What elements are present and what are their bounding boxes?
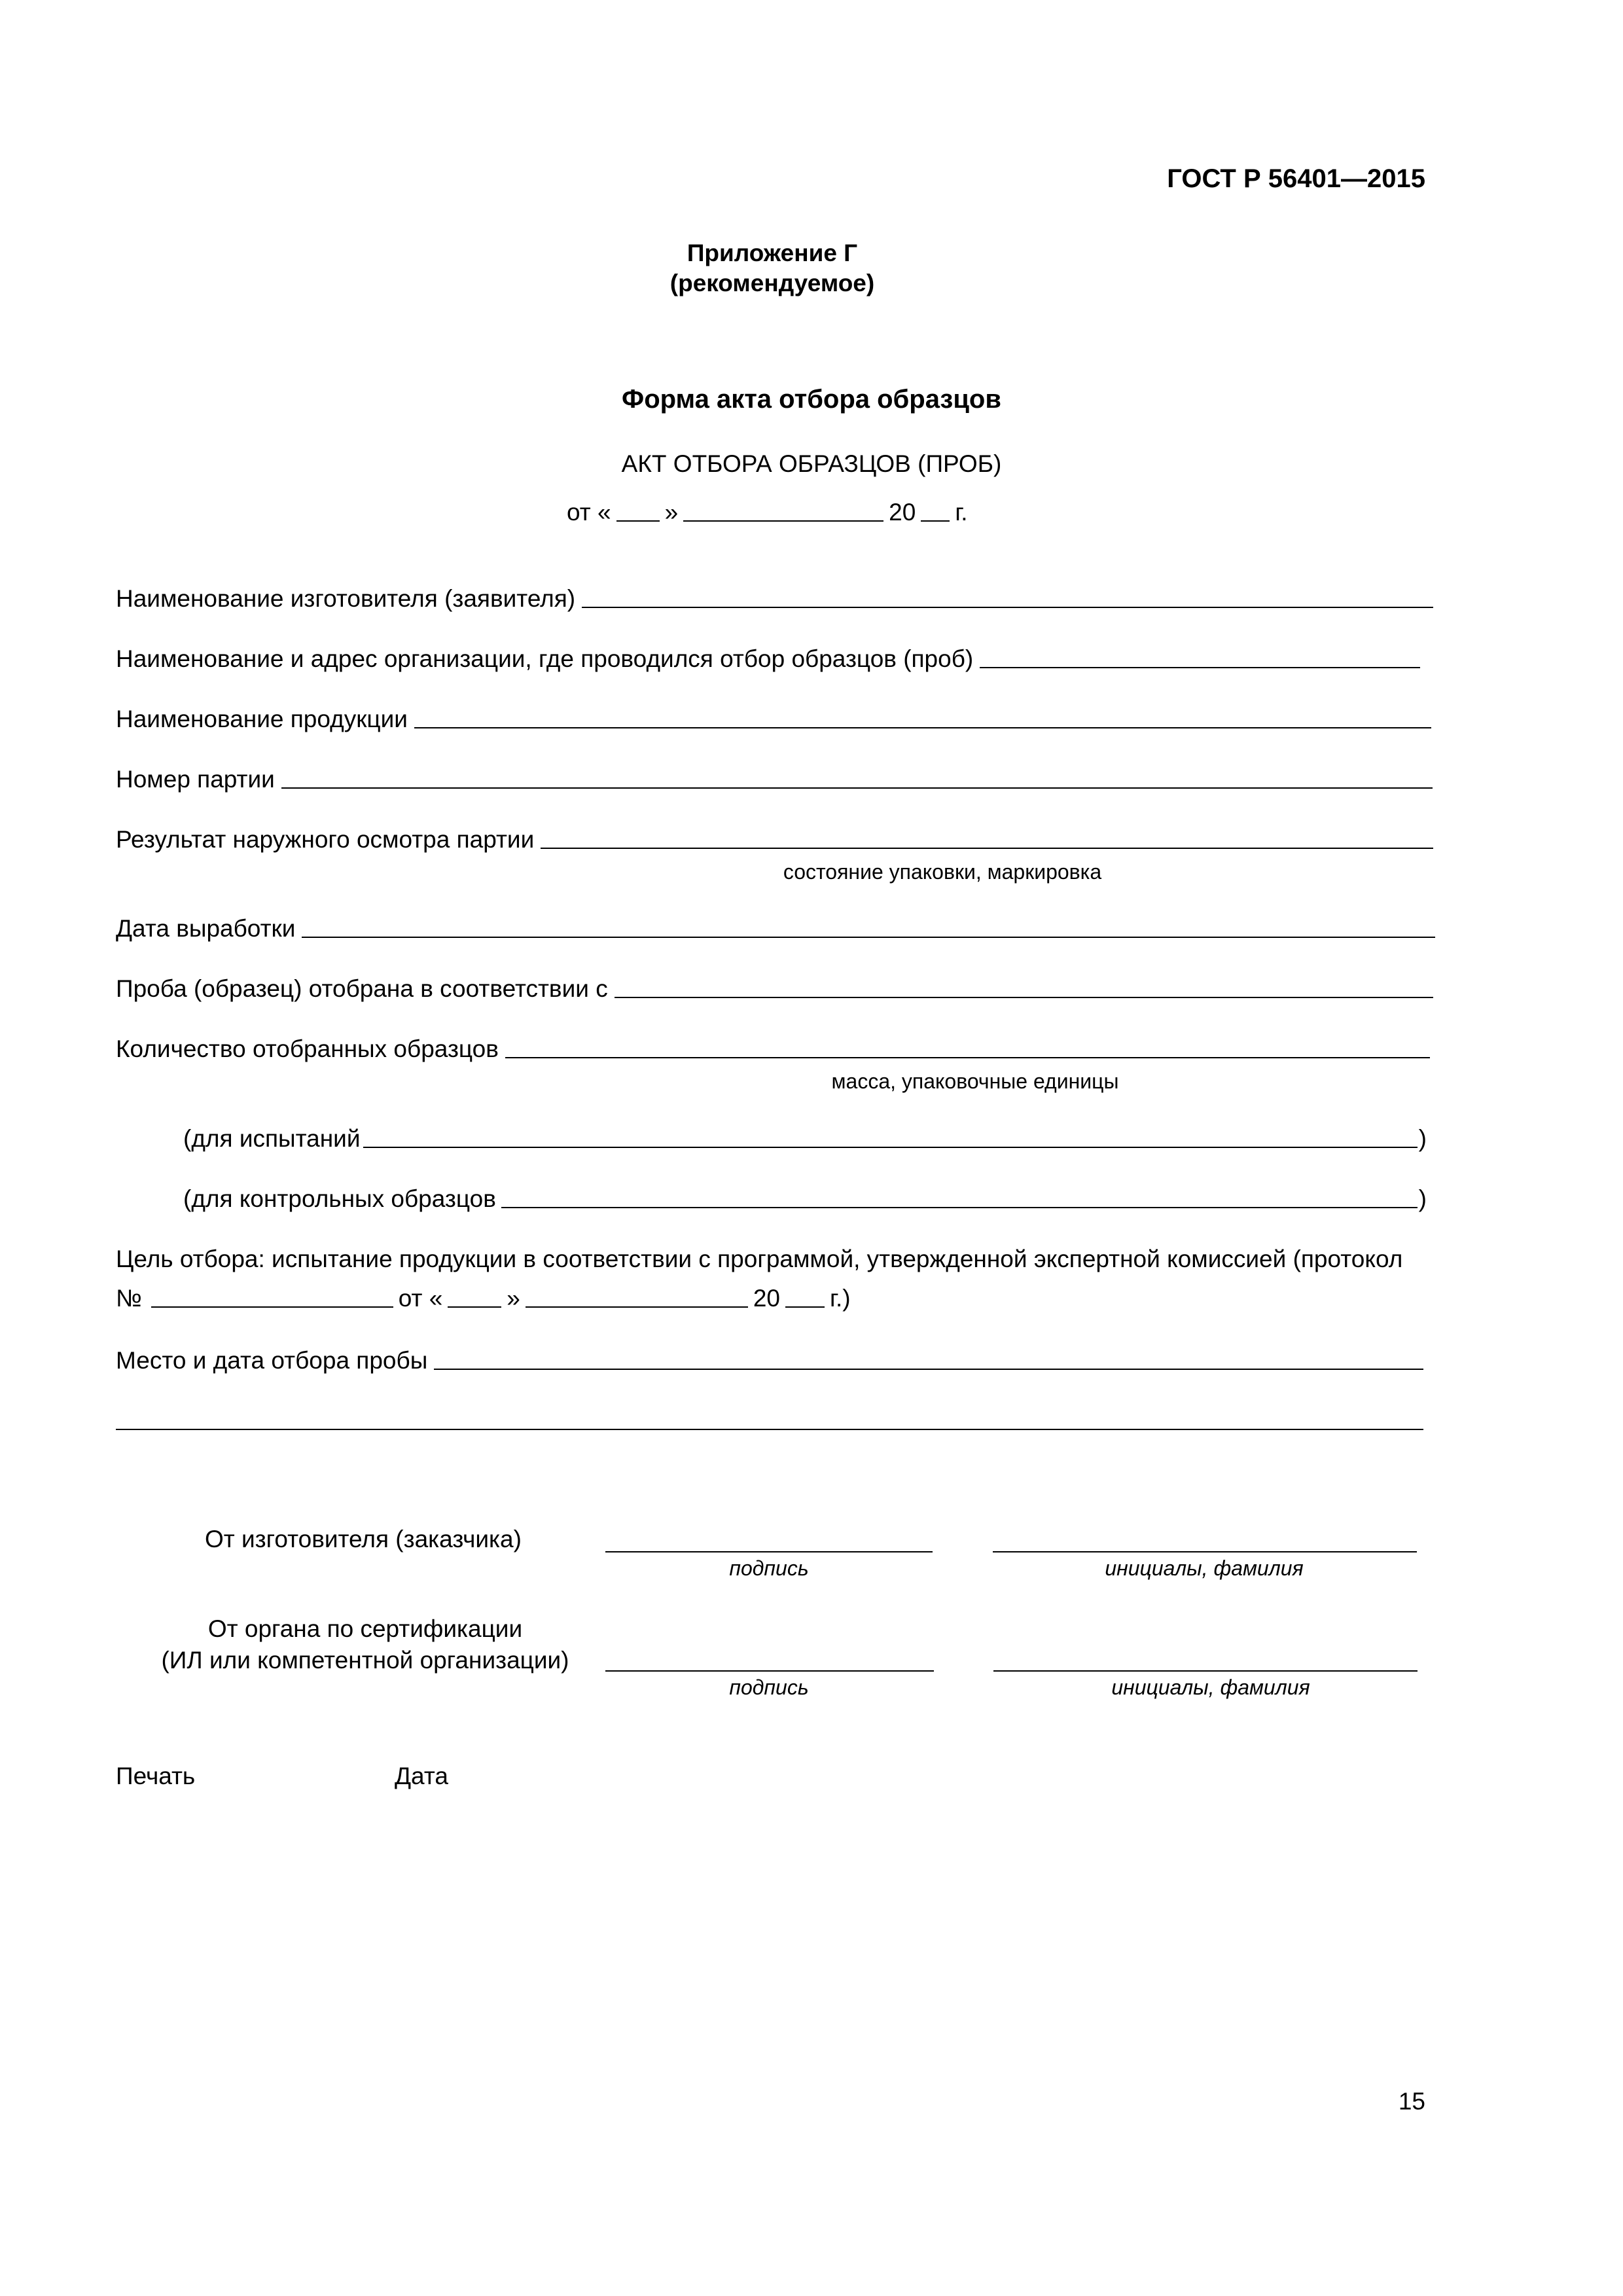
purpose-year-blank[interactable] bbox=[785, 1306, 825, 1308]
purpose-mid: » bbox=[507, 1285, 520, 1312]
purpose-from: от « bbox=[398, 1285, 443, 1312]
signature-manufacturer-name-hint: инициалы, фамилия bbox=[1105, 1556, 1304, 1580]
signature-body-label-2: (ИЛ или компетентной организации) bbox=[161, 1647, 569, 1674]
field-product-label: Наименование продукции bbox=[116, 706, 408, 732]
purpose-month-blank[interactable] bbox=[526, 1306, 748, 1308]
act-month-blank[interactable] bbox=[683, 520, 883, 522]
page-number: 15 bbox=[1398, 2088, 1425, 2115]
act-date-year: 20 bbox=[889, 499, 916, 526]
field-for-tests-label: (для испытаний bbox=[183, 1125, 361, 1152]
purpose-line-1: Цель отбора: испытание продукции в соответствии с программой, утвержденной экспертной комиссией (протокол bbox=[116, 1246, 1403, 1272]
purpose-year: 20 bbox=[753, 1285, 781, 1312]
appendix-title: Приложение Г bbox=[687, 240, 858, 266]
field-production-date bbox=[116, 916, 1435, 941]
signature-body-sign-hint: подпись bbox=[729, 1676, 809, 1699]
act-date-suffix: г. bbox=[955, 499, 968, 526]
field-organization-line[interactable] bbox=[980, 667, 1420, 668]
field-place-date bbox=[116, 1348, 1423, 1372]
field-inspection bbox=[116, 827, 1433, 852]
act-date bbox=[567, 500, 968, 524]
field-batch bbox=[116, 767, 1433, 791]
form-title: Форма акта отбора образцов bbox=[622, 385, 1001, 414]
field-organization-label: Наименование и адрес организации, где проводился отбор образцов (проб) bbox=[116, 645, 974, 672]
field-product bbox=[116, 707, 1431, 731]
purpose-protocol-number-blank[interactable] bbox=[151, 1306, 393, 1308]
signature-manufacturer-sign-hint: подпись bbox=[729, 1556, 809, 1580]
field-manufacturer-line[interactable] bbox=[582, 607, 1433, 608]
act-date-prefix: от « bbox=[567, 499, 611, 526]
field-place-date-label: Место и дата отбора пробы bbox=[116, 1347, 428, 1374]
field-quantity-label: Количество отобранных образцов bbox=[116, 1035, 499, 1062]
field-production-date-line[interactable] bbox=[302, 937, 1435, 938]
signature-body-sign-line[interactable] bbox=[605, 1670, 934, 1672]
purpose-line-2 bbox=[116, 1286, 851, 1310]
act-title: АКТ ОТБОРА ОБРАЗЦОВ (ПРОБ) bbox=[621, 450, 1002, 477]
purpose-number-sign: № bbox=[116, 1285, 142, 1312]
field-inspection-label: Результат наружного осмотра партии bbox=[116, 826, 535, 853]
field-for-control-line[interactable] bbox=[501, 1207, 1418, 1208]
field-manufacturer-label: Наименование изготовителя (заявителя) bbox=[116, 585, 576, 612]
field-for-control-close: ) bbox=[1418, 1185, 1427, 1212]
field-place-date-line[interactable] bbox=[434, 1369, 1423, 1370]
field-for-tests bbox=[183, 1126, 1427, 1151]
signature-manufacturer-sign-line[interactable] bbox=[605, 1551, 933, 1552]
signature-body-label-1: От органа по сертификации bbox=[207, 1615, 523, 1642]
field-sampled-per-line[interactable] bbox=[615, 997, 1433, 998]
standard-code: ГОСТ Р 56401—2015 bbox=[1167, 164, 1425, 193]
field-product-line[interactable] bbox=[414, 727, 1431, 728]
date-label: Дата bbox=[395, 1763, 448, 1789]
field-quantity-line[interactable] bbox=[505, 1057, 1430, 1058]
purpose-day-blank[interactable] bbox=[448, 1306, 501, 1308]
field-inspection-line[interactable] bbox=[541, 848, 1433, 849]
act-year-blank[interactable] bbox=[921, 520, 950, 522]
field-sampled-per-label: Проба (образец) отобрана в соответствии с bbox=[116, 975, 608, 1002]
field-manufacturer bbox=[116, 586, 1433, 611]
signature-manufacturer-name-line[interactable] bbox=[993, 1551, 1417, 1552]
field-for-control bbox=[183, 1187, 1427, 1211]
field-place-date-line-2[interactable] bbox=[116, 1429, 1423, 1430]
quantity-hint: масса, упаковочные единицы bbox=[831, 1069, 1119, 1093]
signature-manufacturer-label: От изготовителя (заказчика) bbox=[205, 1526, 522, 1552]
appendix-status: (рекомендуемое) bbox=[669, 270, 875, 296]
act-day-blank[interactable] bbox=[616, 520, 660, 522]
field-for-control-label: (для контрольных образцов bbox=[183, 1185, 496, 1212]
field-for-tests-close: ) bbox=[1418, 1125, 1427, 1152]
inspection-hint: состояние упаковки, маркировка bbox=[783, 860, 1102, 884]
signature-body-name-hint: инициалы, фамилия bbox=[1111, 1676, 1310, 1699]
act-date-mid: » bbox=[664, 499, 679, 526]
field-quantity bbox=[116, 1037, 1430, 1061]
purpose-end: г.) bbox=[830, 1285, 851, 1312]
field-sampled-per bbox=[116, 977, 1433, 1001]
field-batch-label: Номер партии bbox=[116, 766, 275, 793]
stamp-label: Печать bbox=[116, 1763, 196, 1789]
field-batch-line[interactable] bbox=[281, 787, 1433, 789]
field-production-date-label: Дата выработки bbox=[116, 915, 296, 942]
signature-body-name-line[interactable] bbox=[993, 1670, 1418, 1672]
field-for-tests-line[interactable] bbox=[363, 1147, 1418, 1148]
field-organization bbox=[116, 647, 1420, 671]
